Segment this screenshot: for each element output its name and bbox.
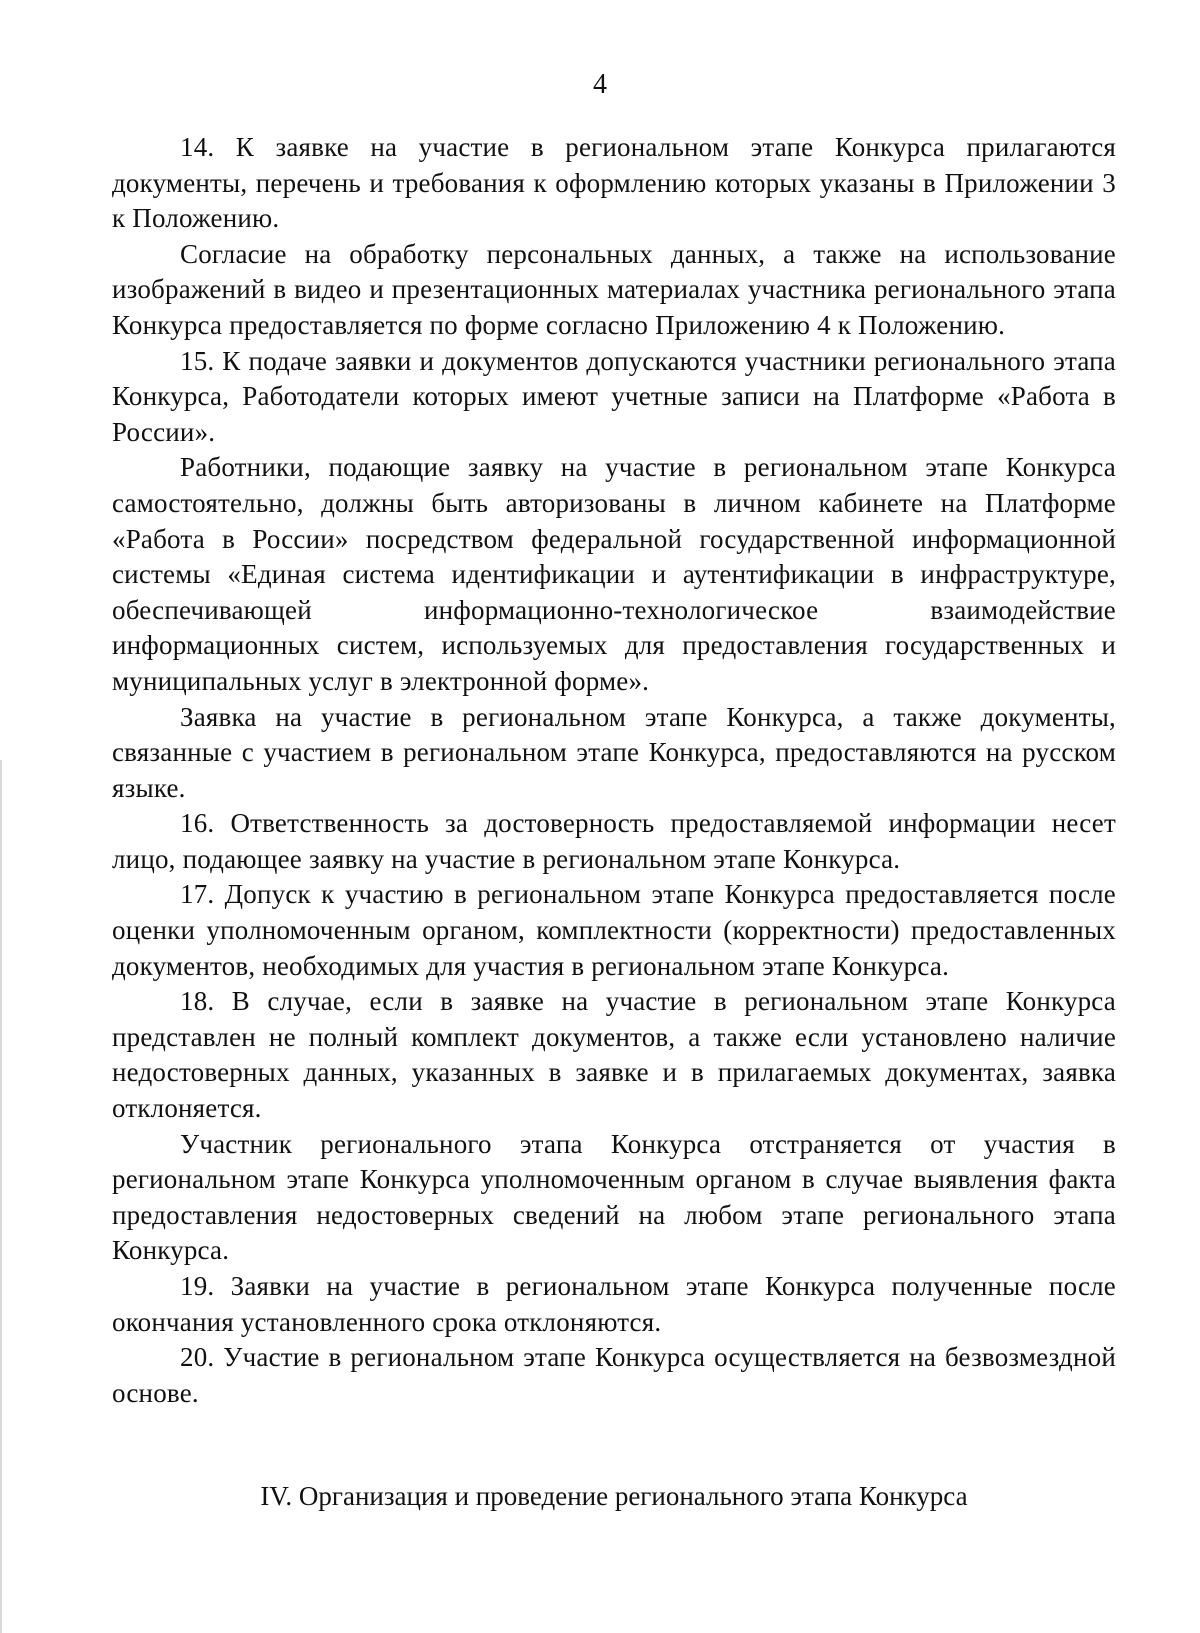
paragraph-language: Заявка на участие в региональном этапе Конкурса, а также документы, связанные с участием в региональном этапе Конкурса, предоставляются на русском языке. xyxy=(112,701,1116,803)
document-body xyxy=(112,130,1116,1411)
paragraph-18: 18. В случае, если в заявке на участие в региональном этапе Конкурса представлен не полный комплект документов, а также если установлено наличие недостоверных данных, указанных в заявке и в прилагаемых документах, заявка отклоняется. xyxy=(112,986,1116,1124)
page-number: 4 xyxy=(593,69,607,100)
paragraph-15: 15. К подаче заявки и документов допускаются участники регионального этапа Конкурса, Работодатели которых имеют учетные записи на Платформе «Работа в России». xyxy=(112,345,1116,447)
paragraph-19: 19. Заявки на участие в региональном этапе Конкурса полученные после окончания установленного срока отклоняются. xyxy=(112,1271,1116,1337)
paragraph-20: 20. Участие в региональном этапе Конкурса осуществляется на безвозмездной основе. xyxy=(112,1342,1116,1408)
paragraph-16: 16. Ответственность за достоверность предоставляемой информации несет лицо, подающее заявку на участие в региональном этапе Конкурса. xyxy=(112,808,1116,874)
paragraph-participant-removal: Участник регионального этапа Конкурса отстраняется от участия в региональном этапе Конкурса уполномоченным органом в случае выявления факта предоставления недостоверных сведений на любом этапе регионального этапа Конкурса. xyxy=(112,1128,1116,1266)
paragraph-workers-authorization: Работники, подающие заявку на участие в региональном этапе Конкурса самостоятельно, должны быть авторизованы в личном кабинете на Платформе «Работа в России» посредством федеральной государственной информационной системы «Единая система идентификации и аутентификации в инфраструктуре, обеспечивающей информационно-технологическое взаимодействие информационных систем, используемых для предоставления государственных и муниципальных услуг в электронной форме». xyxy=(112,452,1116,696)
paragraph-17: 17. Допуск к участию в региональном этапе Конкурса предоставляется после оценки уполномоченным органом, комплектности (корректности) предоставленных документов, необходимых для участия в региональном этапе Конкурса. xyxy=(112,879,1116,981)
paragraph-consent: Согласие на обработку персональных данных, а также на использование изображений в видео и презентационных материалах участника регионального этапа Конкурса предоставляется по форме согласно Приложению 4 к Положению. xyxy=(112,238,1116,340)
paragraph-14: 14. К заявке на участие в региональном этапе Конкурса прилагаются документы, перечень и требования к оформлению которых указаны в Приложении 3 к Положению. xyxy=(112,132,1116,234)
section-heading: IV. Организация и проведение регионального этапа Конкурса xyxy=(260,1481,968,1511)
